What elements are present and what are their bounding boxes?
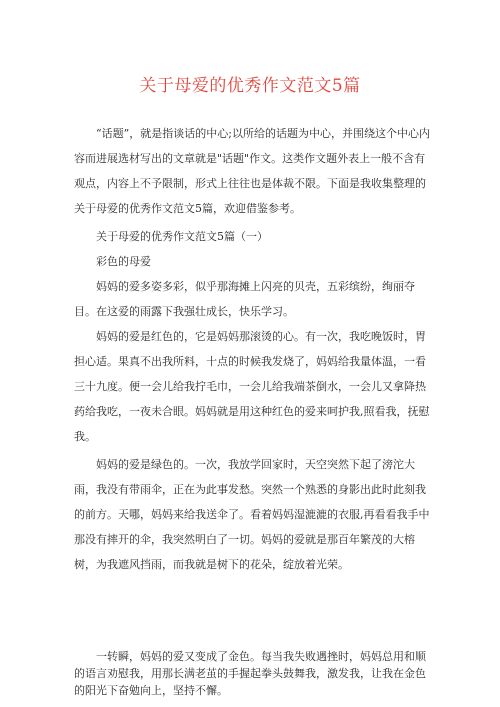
body-paragraph-1: 妈妈的爱多姿多彩，似乎那海摊上闪亮的贝壳，五彩缤纷，绚丽夺目。在这爱的雨露下我强壮成长，快乐学习。 (74, 280, 415, 318)
body-paragraph-2: 妈妈的爱是红色的，它是妈妈那滚烫的心。有一次，我吃晚饭时，胃担心适。果真不出我所料，十点的时候我发烧了，妈妈给我量体温，一看三十九度。便一会儿给我拧毛巾，一会儿给我端茶倒水，一会儿又拿降热药给我吃，一夜未合眼。妈妈就是用这种红色的爱来呵护我,照看我，抚慰我。 (74, 330, 430, 443)
section-heading: 关于母爱的优秀作文范文5篇（一） (96, 230, 268, 243)
body-paragraph-4: 一转瞬，妈妈的爱又变成了金色。每当我失败遇挫时，妈妈总用和顺的语言劝慰我，用那长满老茧的手握起拳头鼓舞我，激发我，让我在金色的阳光下奋勉向上，坚持不懈。 (74, 650, 426, 697)
document-title: 关于母爱的优秀作文范文5篇 (139, 76, 361, 96)
body-paragraph-3: 妈妈的爱是绿色的。一次，我放学回家时，天空突然下起了滂沱大雨，我没有带雨伞，正在为此事发愁。突然一个熟悉的身影出此时此刻我的前方。天哪，妈妈来给我送伞了。看着妈妈湿漉漉的衣服,再看看我手中那没有摔开的伞，我突然明白了一切。妈妈的爱就是那百年繁茂的大榕树，为我遮风挡雨，而我就是树下的花朵，绽放着光荣。 (74, 458, 430, 571)
document-body (74, 121, 436, 577)
intro-paragraph: “话题”，就是指谈话的中心;以所给的话题为中心，并围绕这个中心内容而进展选材写出的文章就是"话题"作文。这类作文题外表上一般不含有观点，内容上不予限制，形式上往往也是体裁不限。下面是我收集整理的关于母爱的优秀作文范文5篇，欢迎借鉴参考。 (74, 127, 430, 215)
essay-subtitle: 彩色的母爱 (96, 255, 151, 268)
